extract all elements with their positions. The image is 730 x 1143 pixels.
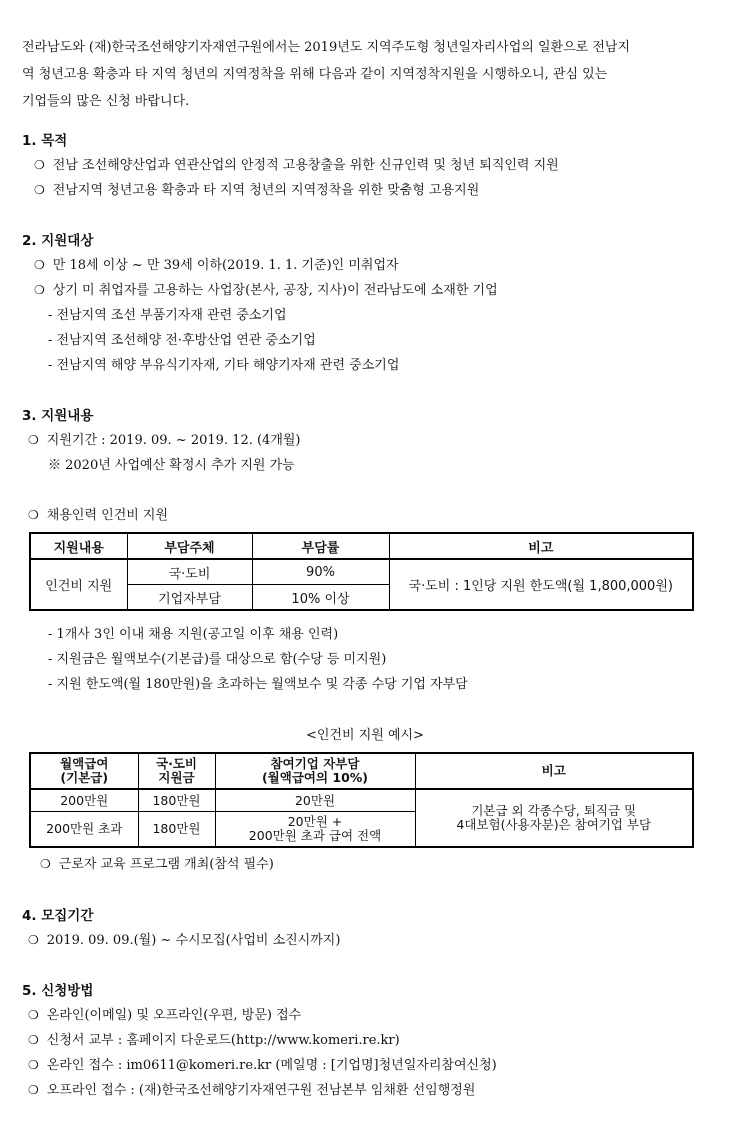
support-table-header: 부담주체 [127, 533, 252, 559]
application-item-text: 온라인 접수 : im0611@komeri.re.kr (메일명 : [기업명]청년일자리참여신청) [46, 1058, 497, 1073]
support-table-header: 비고 [389, 533, 693, 559]
example-table-cell [215, 812, 415, 848]
table-note: - 지원 한도액(월 180만원)을 초과하는 월액보수 및 각종 수당 기업 자부담 [48, 677, 468, 692]
intro-line: 기업들의 많은 신청 바랍니다. [22, 94, 190, 109]
example-table-cell: 200만원 초과 [30, 812, 138, 848]
support-table-header: 부담률 [252, 533, 389, 559]
remark-line: 4대보험(사용자분)은 참여기업 부담 [456, 817, 652, 832]
section-5-title: 5. 신청방법 [22, 983, 94, 999]
application-item-text: 온라인(이메일) 및 오프라인(우편, 방문) 접수 [46, 1008, 302, 1023]
example-table-header [30, 753, 138, 789]
header-line: 참여기업 자부담 [270, 756, 360, 771]
section-2-item-text: 상기 미 취업자를 고용하는 사업장(본사, 공장, 지사)이 전라남도에 소재한 기업 [52, 283, 498, 298]
table-note: - 지원금은 월액보수(기본급)를 대상으로 함(수당 등 미지원) [48, 652, 387, 667]
application-item-text: 오프라인 접수 : (재)한국조선해양기자재연구원 전남본부 임채환 선임행정원 [46, 1083, 476, 1098]
education-program [40, 853, 274, 872]
section-1-item [34, 179, 479, 198]
example-table-cell: 180만원 [138, 789, 215, 812]
intro-line: 역 청년고용 확충과 타 지역 청년의 지역정착을 위해 다음과 같이 지역정착지원을 시행하오니, 관심 있는 [22, 67, 608, 82]
section-2-sub-item: - 전남지역 조선 부품기자재 관련 중소기업 [48, 308, 287, 323]
application-item [28, 1029, 400, 1048]
section-2-title: 2. 지원대상 [22, 233, 94, 249]
example-table-cell: 180만원 [138, 812, 215, 848]
support-table-cell: 90% [252, 559, 389, 585]
application-item-text: 신청서 교부 : 홈페이지 다운로드(http://www.komeri.re.kr) [46, 1033, 400, 1048]
application-item [28, 1079, 475, 1098]
support-table-cell: 10% 이상 [252, 585, 389, 611]
header-line: (기본급) [60, 770, 109, 785]
labor-cost-support [28, 504, 168, 523]
section-2-item [34, 254, 399, 273]
support-period [28, 429, 301, 448]
example-caption: <인건비 지원 예시> [306, 728, 424, 743]
section-2-sub-item: - 전남지역 해양 부유식기자재, 기타 해양기자재 관련 중소기업 [48, 358, 400, 373]
example-table-header [138, 753, 215, 789]
section-2-sub-item: - 전남지역 조선해양 전·후방산업 연관 중소기업 [48, 333, 316, 348]
labor-cost-support-text: 채용인력 인건비 지원 [46, 508, 169, 523]
support-period-text: 지원기간 : 2019. 09. ~ 2019. 12. (4개월) [46, 433, 301, 448]
section-2-item [34, 279, 498, 298]
recruitment-period [28, 929, 340, 948]
section-4-title: 4. 모집기간 [22, 908, 94, 924]
example-table-cell: 200만원 [30, 789, 138, 812]
education-program-text: 근로자 교육 프로그램 개최(참석 필수) [58, 857, 274, 872]
budget-note: ※ 2020년 사업예산 확정시 추가 지원 가능 [48, 458, 295, 473]
support-table-remark: 국·도비 : 1인당 지원 한도액(월 1,800,000원) [389, 559, 693, 610]
application-item [28, 1004, 301, 1023]
example-table-remark [415, 789, 693, 847]
example-table-header [215, 753, 415, 789]
cell-line: 20만원 + [287, 814, 343, 829]
section-2-item-text: 만 18세 이상 ~ 만 39세 이하(2019. 1. 1. 기준)인 미취업자 [52, 258, 399, 273]
section-1-item [34, 154, 559, 173]
application-item [28, 1054, 497, 1073]
table-note: - 1개사 3인 이내 채용 지원(공고일 이후 채용 인력) [48, 627, 339, 642]
recruitment-period-text: 2019. 09. 09.(월) ~ 수시모집(사업비 소진시까지) [46, 933, 341, 948]
support-table-cell: 국·도비 [127, 559, 252, 585]
header-line: 월액급여 [60, 756, 109, 771]
cell-line: 200만원 초과 급여 전액 [248, 828, 382, 843]
header-line: 지원금 [158, 770, 195, 785]
header-line: (월액급여의 10%) [261, 770, 369, 785]
example-table-header: 비고 [415, 753, 693, 789]
intro-line: 전라남도와 (재)한국조선해양기자재연구원에서는 2019년도 지역주도형 청년일자리사업의 일환으로 전남지 [22, 40, 631, 55]
support-table-row-label: 인건비 지원 [30, 559, 127, 610]
section-1-item-text: 전남 조선해양산업과 연관산업의 안정적 고용창출을 위한 신규인력 및 청년 퇴직인력 지원 [52, 158, 559, 173]
section-1-title: 1. 목적 [22, 133, 68, 149]
section-1-item-text: 전남지역 청년고용 확충과 타 지역 청년의 지역정착을 위한 맞춤형 고용지원 [52, 183, 480, 198]
intro-paragraph [22, 34, 710, 115]
example-table-cell: 20만원 [215, 789, 415, 812]
header-line: 국·도비 [156, 756, 197, 771]
section-3-title: 3. 지원내용 [22, 408, 94, 424]
support-table-cell: 기업자부담 [127, 585, 252, 611]
support-table [29, 532, 694, 611]
support-table-header: 지원내용 [30, 533, 127, 559]
example-table [29, 752, 694, 848]
remark-line: 기본급 외 각종수당, 퇴직금 및 [471, 803, 637, 818]
